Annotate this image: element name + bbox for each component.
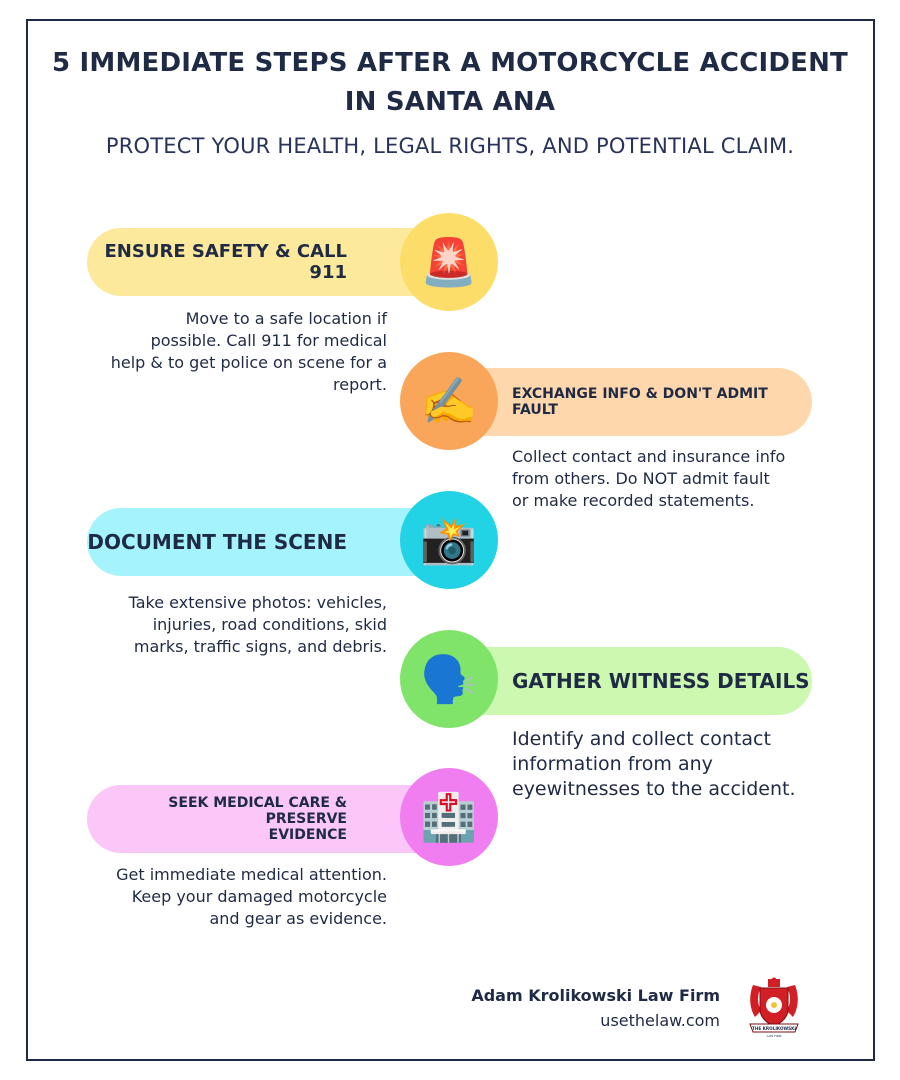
page-title: [0, 44, 900, 122]
step-2-title: EXCHANGE INFO & DON'T ADMIT FAULT: [512, 386, 768, 418]
speaking-head-icon: 🗣️: [400, 630, 498, 728]
step-2-description: Collect contact and insurance info from others. Do NOT admit fault or make recorded statements.: [512, 447, 786, 510]
step-4-title: GATHER WITNESS DETAILS: [512, 669, 810, 693]
step-1-description: Move to a safe location if possible. Call 911 for medical help & to get police on scene for a report.: [110, 309, 387, 394]
logo-subtext: LAW FIRM: [766, 1034, 782, 1038]
page-subtitle: PROTECT YOUR HEALTH, LEGAL RIGHTS, AND POTENTIAL CLAIM.: [105, 134, 795, 158]
step-5-title: SEEK MEDICAL CARE & PRESERVE EVIDENCE: [168, 795, 347, 843]
camera-flash-icon: 📸: [400, 491, 498, 589]
siren-icon: 🚨: [400, 213, 498, 311]
firm-name: Adam Krolikowski Law Firm: [471, 986, 720, 1005]
step-5-description: Get immediate medical attention. Keep your damaged motorcycle and gear as evidence.: [116, 865, 387, 928]
logo-banner-text: THE KROLIKOWSKI: [752, 1026, 796, 1031]
title-line-2: IN SANTA ANA: [344, 87, 556, 117]
firm-url: usethelaw.com: [600, 1011, 720, 1030]
step-3-title: DOCUMENT THE SCENE: [87, 530, 347, 554]
writing-hand-icon: ✍️: [400, 352, 498, 450]
title-line-1: 5 IMMEDIATE STEPS AFTER A MOTORCYCLE ACCIDENT: [52, 48, 848, 78]
hospital-icon: 🏥: [400, 768, 498, 866]
step-3-description: Take extensive photos: vehicles, injuries, road conditions, skid marks, traffic signs, and debris.: [128, 593, 387, 656]
step-1-title: ENSURE SAFETY & CALL 911: [104, 241, 347, 283]
step-4-description: Identify and collect contact information from any eyewitnesses to the accident.: [512, 728, 796, 800]
firm-logo-icon: [747, 977, 801, 1039]
